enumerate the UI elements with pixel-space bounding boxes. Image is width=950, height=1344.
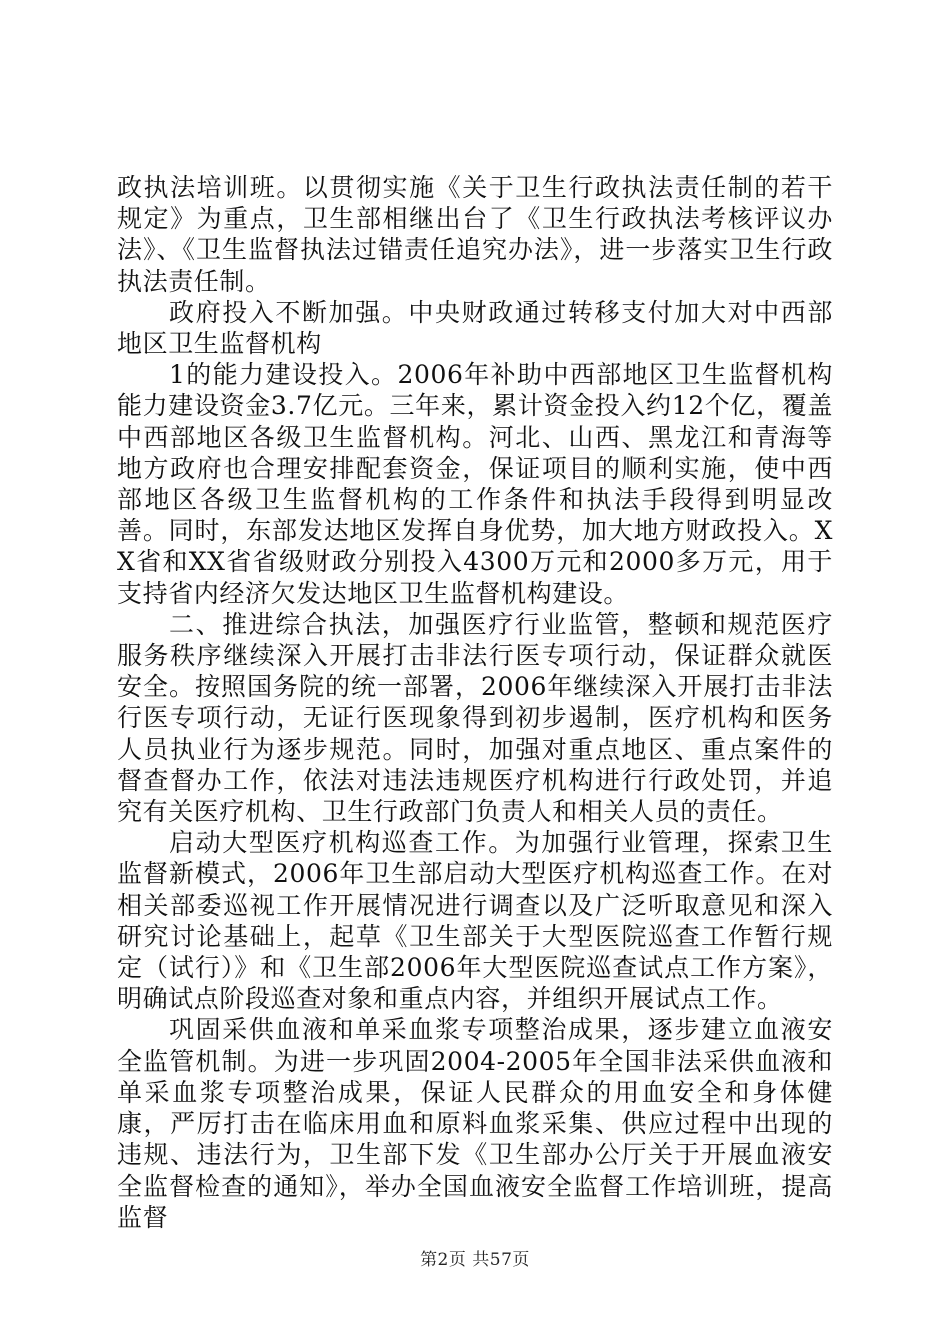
paragraph-continuation: 政执法培训班。以贯彻实施《关于卫生行政执法责任制的若干规定》为重点，卫生部相继出台了《卫生行政执法考核评议办法》、《卫生监督执法过错责任追究办法》，进一步落实卫生行政执法责任制。 — [117, 173, 833, 296]
paragraph-comprehensive-enforcement: 二、推进综合执法，加强医疗行业监管，整顿和规范医疗服务秩序继续深入开展打击非法行医专项行动，保证群众就医安全。按照国务院的统一部署，2006年继续深入开展打击非法行医专项行动，无证行医现象得到初步遏制，医疗机构和医务人员执业行为逐步规范。同时，加强对重点地区、重点案件的督查督办工作，依法对违法违规医疗机构进行行政处罚，并追究有关医疗机构、卫生行政部门负责人和相关人员的责任。 — [117, 609, 833, 827]
paragraph-government-investment: 政府投入不断加强。中央财政通过转移支付加大对中西部地区卫生监督机构 — [117, 297, 833, 359]
page-number-footer: 第2页 共57页 — [420, 1250, 530, 1270]
paragraph-capacity-building: 1的能力建设投入。2006年补助中西部地区卫生监督机构能力建设资金3.7亿元。三年来，累计资金投入约12个亿，覆盖中西部地区各级卫生监督机构。河北、山西、黑龙江和青海等地方政府也合理安排配套资金，保证项目的顺利实施，使中西部地区各级卫生监督机构的工作条件和执法手段得到明显改善。同时，东部发达地区发挥自身优势，加大地方财政投入。XX省和XX省省级财政分别投入4300万元和2000多万元，用于支持省内经济欠发达地区卫生监督机构建设。 — [117, 360, 833, 608]
paragraph-hospital-inspection: 启动大型医疗机构巡查工作。为加强行业管理，探索卫生监督新模式，2006年卫生部启动大型医疗机构巡查工作。在对相关部委巡视工作开展情况进行调查以及广泛听取意见和深入研究讨论基础上，起草《卫生部关于大型医院巡查工作暂行规定（试行）》和《卫生部2006年大型医院巡查试点工作方案》，明确试点阶段巡查对象和重点内容，并组织开展试点工作。 — [117, 828, 833, 1014]
paragraph-blood-safety: 巩固采供血液和单采血浆专项整治成果，逐步建立血液安全监管机制。为进一步巩固2004-2005年全国非法采供血液和单采血浆专项整治成果，保证人民群众的用血安全和身体健康，严厉打击在临床用血和原料血浆采集、供应过程中出现的违规、违法行为，卫生部下发《卫生部办公厅关于开展血液安全监督检查的通知》，举办全国血液安全监督工作培训班，提高监督 — [117, 1015, 833, 1232]
document-body — [117, 172, 833, 1233]
